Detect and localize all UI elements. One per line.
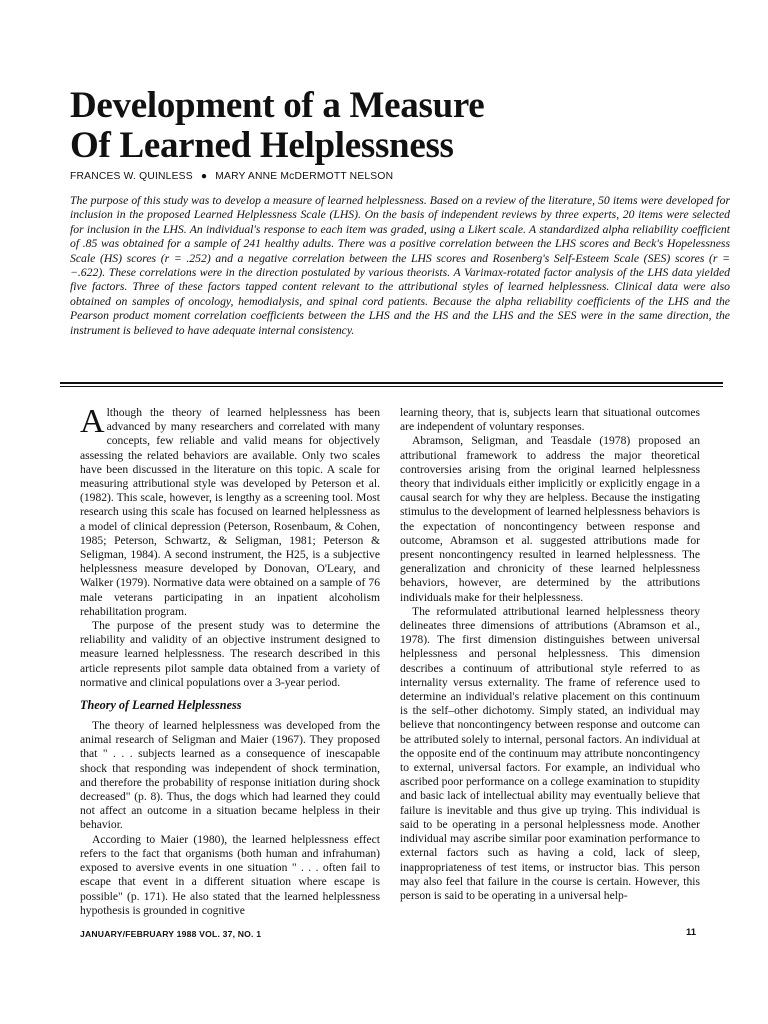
paragraph: The reformulated attributional learned helplessness theory delineates three dimensions of attributions (Abramson et al., 1978). The first dimension distinguishes between universal helplessness and personal helplessness. This dimension describes a continuum of attributional style referred to as internality versus externality. The frame of reference used to determine an individual's relative placement on this continuum is the self–other dichotomy. Simply stated, an individual may believe that noncontingency between response and outcome can be attributed solely to internal, personal factors. An individual at the opposite end of the continuum may attribute noncontingency to external, universal factors. For example, an individual who ascribed poor performance on a college examination to stupidity and basic lack of intellectual ability may eventually believe that failure is inevitable and thus give up trying. This individual is said to be operating in a personal helplessness mode. Another individual may ascribe similar poor examination performance to external factors such as having a cold, lack of sleep, inappropriateness of test items, or instructor bias. This person may also feel that failure in the course is certain. However, this person is said to be operating in a universal help- (400, 604, 700, 902)
drop-cap: A (80, 403, 105, 440)
paragraph-text: lthough the theory of learned helplessness has been advanced by many researchers and correlated with many concepts, few reliable and valid means for objectively assessing the related behaviors are available. Only two scales have been discussed in the literature on this topic. A scale for measuring attributional style was developed by Peterson et al. (1982). This scale, however, is lengthy as a screening tool. Most research using this scale has focused on learned helplessness as a model of clinical depression (Peterson, Rosenbaum, & Cohen, 1985; Peterson, Schwartz, & Seligman, 1981; Peterson & Seligman, 1984). A second instrument, the H25, is a subjective helplessness measure developed by Donovan, O'Leary, and Walker (1979). Normative data were obtained on a sample of 76 male veterans participating in an inpatient alcoholism rehabilitation program. (80, 406, 380, 618)
page-number: 11 (686, 927, 697, 938)
divider-rule-thin (60, 386, 723, 387)
paragraph: Abramson, Seligman, and Teasdale (1978) proposed an attributional framework to address the major theoretical controversies arising from the original learned helplessness theory that individuals either implicitly or explicitly engage in a causal search for why they are helpless. Because the instigating stimulus to the development of learned helplessness behaviors is the expectation of noncontingency between response and outcome, Abramson et al. suggested attributions made for present noncontingency resulted in learned helplessness. The generalization and chronicity of these learned helplessness behaviors, however, are determined by the attributions individuals make for their helplessness. (400, 434, 700, 604)
paragraph: The theory of learned helplessness was developed from the animal research of Seligman and Maier (1967). They proposed that " . . . subjects learned as a consequence of inescapable shock that responding was independent of shock termination, and therefore the probability of response initiation during shock decreased" (p. 8). Thus, the dogs which had learned they could not affect an outcome in a situation became helpless in their behavior. (80, 719, 380, 832)
author-2: MARY ANNE McDERMOTT NELSON (215, 171, 394, 182)
divider-rule-thick (60, 382, 723, 384)
abstract-text: The purpose of this study was to develop a measure of learned helplessness. Based on a review of the literature, 50 items were developed for inclusion in the proposed Learned Helplessness Scale (LHS). On the basis of independent reviews by three experts, 20 items were selected for inclusion in the LHS. An individual's response to each item was graded, using a Likert scale. A standardized alpha reliability coefficient of .85 was obtained for a sample of 241 healthy adults. There was a positive correlation between the LHS scores and Beck's Hopelessness Scale (HS) scores (r = .252) and a negative correlation between the LHS scores and Rosenberg's Self-Esteem Scale (SES) scores (r = −.622). These correlations were in the direction postulated by various theorists. A Varimax-rotated factor analysis of the LHS data yielded five factors. Three of these factors tapped content relevant to the attributional styles of learned helplessness. Clinical data were also obtained on samples of oncology, hemodialysis, and spinal cord patients. Because the alpha reliability coefficients of the LHS and the Pearson product moment correlation coefficients between the LHS and the HS and the LHS and the SES were in the same direction, the instrument is believed to have adequate internal consistency. (70, 194, 730, 337)
body-column-right (400, 406, 700, 903)
title-line-1: Development of a Measure (70, 85, 485, 126)
title-line-2: Of Learned Helplessness (70, 125, 454, 166)
paragraph (80, 403, 380, 619)
paragraph: According to Maier (1980), the learned helplessness effect refers to the fact that organisms (both human and infrahuman) exposed to aversive events in one situation " . . . often fail to escape that event in a different situation where escape is possible" (p. 171). He also stated that the learned helplessness hypothesis is grounded in cognitive (80, 832, 380, 917)
article-title (70, 86, 710, 166)
abstract (70, 194, 730, 338)
body-column-left (80, 403, 380, 918)
author-1: FRANCES W. QUINLESS (70, 171, 193, 182)
paragraph: The purpose of the present study was to determine the reliability and validity of an objective instrument designed to measure learned helplessness. The research described in this article represents pilot sample data obtained from a variety of normative and clinical populations over a 3-year period. (80, 619, 380, 689)
author-separator: ● (200, 171, 208, 182)
paragraph: learning theory, that is, subjects learn that situational outcomes are independent of voluntary responses. (400, 406, 700, 434)
author-line (70, 171, 710, 182)
section-heading: Theory of Learned Helplessness (80, 698, 242, 713)
journal-issue-footer: JANUARY/FEBRUARY 1988 VOL. 37, NO. 1 (80, 929, 262, 939)
